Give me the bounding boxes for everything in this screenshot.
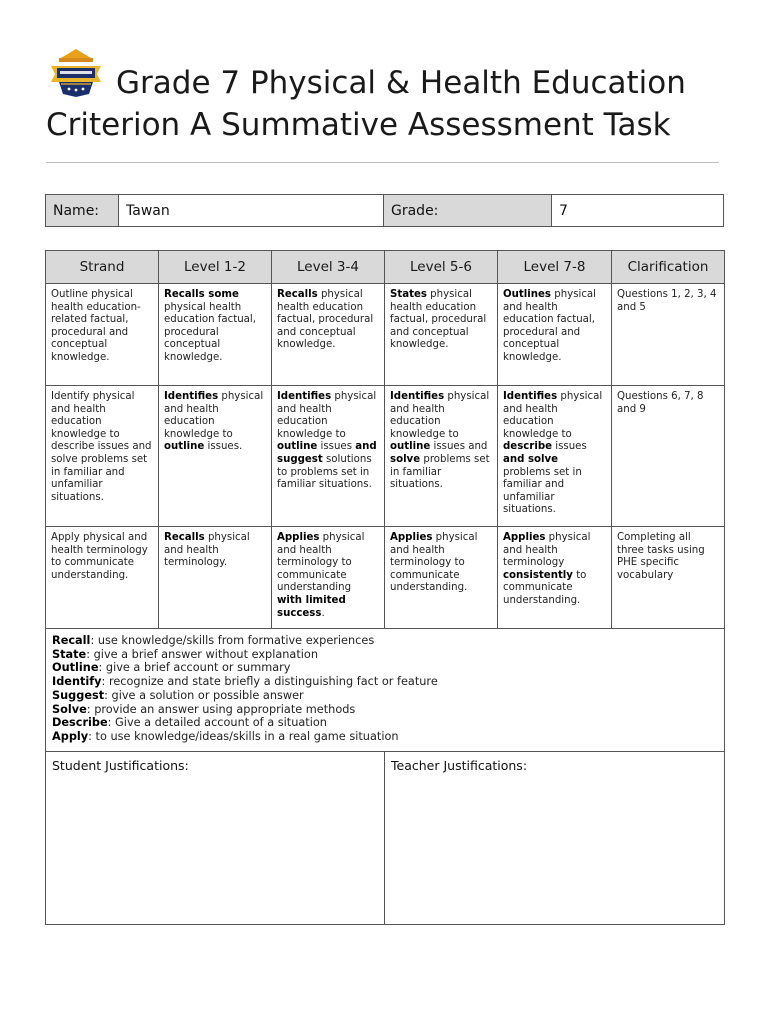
level-3-4-cell: Applies physical and health terminology to communicate understanding with limited success. (272, 527, 385, 629)
header-strand: Strand (46, 251, 159, 284)
level-7-8-cell: Identifies physical and health education knowledge to describe issues and solve problems set in familiar and unfamiliar situations. (498, 386, 612, 527)
rubric-row-terminology (46, 527, 725, 629)
teacher-justifications-label: Teacher Justifications: (391, 758, 528, 773)
definitions-row (46, 629, 725, 752)
header-level-3-4: Level 3-4 (272, 251, 385, 284)
clarification-cell: Questions 6, 7, 8 and 9 (612, 386, 725, 527)
level-3-4-cell: Recalls physical health education factual, procedural and conceptual knowledge. (272, 284, 385, 386)
definition-item: Identify: recognize and state briefly a distinguishing fact or feature (52, 675, 438, 689)
definition-item: Solve: provide an answer using appropriate methods (52, 702, 356, 716)
name-field[interactable]: Tawan (119, 195, 384, 227)
header-level-5-6: Level 5-6 (385, 251, 498, 284)
grade-field[interactable]: 7 (552, 195, 724, 227)
title-divider (46, 162, 719, 163)
level-7-8-cell: Outlines physical and health education factual, procedural and conceptual knowledge. (498, 284, 612, 386)
student-info-table (45, 194, 724, 227)
strand-cell: Identify physical and health education knowledge to describe issues and solve problems set in familiar and unfamiliar situations. (46, 386, 159, 527)
rubric-header-row (46, 251, 725, 284)
definition-item: Outline: give a brief account or summary (52, 661, 291, 675)
level-3-4-cell: Identifies physical and health education knowledge to outline issues and suggest solutions to problems set in familiar situations. (272, 386, 385, 527)
student-justifications-label: Student Justifications: (52, 758, 189, 773)
assessment-rubric (45, 250, 725, 925)
level-5-6-cell: Identifies physical and health education knowledge to outline issues and solve problems set in familiar situations. (385, 386, 498, 527)
clarification-cell: Questions 1, 2, 3, 4 and 5 (612, 284, 725, 386)
student-justifications-box[interactable] (46, 752, 385, 925)
definition-item: Recall: use knowledge/skills from formative experiences (52, 634, 375, 647)
definition-item: Apply: to use knowledge/ideas/skills in a real game situation (52, 729, 399, 743)
grade-label: Grade: (384, 195, 552, 227)
clarification-cell: Completing all three tasks using PHE specific vocabulary (612, 527, 725, 629)
teacher-justifications-box[interactable] (385, 752, 725, 925)
command-term-definitions (46, 629, 725, 752)
definition-item: Suggest: give a solution or possible answer (52, 688, 304, 702)
level-5-6-cell: Applies physical and health terminology to communicate understanding. (385, 527, 498, 629)
header-level-1-2: Level 1-2 (159, 251, 272, 284)
definition-item: Describe: Give a detailed account of a situation (52, 716, 327, 730)
rubric-row-problems (46, 386, 725, 527)
name-label: Name: (46, 195, 119, 227)
header-level-7-8: Level 7-8 (498, 251, 612, 284)
level-1-2-cell: Identifies physical and health education knowledge to outline issues. (159, 386, 272, 527)
page-title (46, 62, 746, 146)
definition-item: State: give a brief answer without explanation (52, 647, 318, 661)
rubric-row-knowledge (46, 284, 725, 386)
level-1-2-cell: Recalls some physical health education factual, procedural conceptual knowledge. (159, 284, 272, 386)
justifications-row (46, 752, 725, 925)
strand-cell: Apply physical and health terminology to communicate understanding. (46, 527, 159, 629)
level-5-6-cell: States physical health education factual, procedural and conceptual knowledge. (385, 284, 498, 386)
header-clarification: Clarification (612, 251, 725, 284)
level-7-8-cell: Applies physical and health terminology consistently to communicate understanding. (498, 527, 612, 629)
level-1-2-cell: Recalls physical and health terminology. (159, 527, 272, 629)
title-line-2: Criterion A Summative Assessment Task (46, 107, 671, 143)
title-line-1: Grade 7 Physical & Health Education (116, 65, 686, 101)
strand-cell: Outline physical health education-related factual, procedural and conceptual knowledge. (46, 284, 159, 386)
